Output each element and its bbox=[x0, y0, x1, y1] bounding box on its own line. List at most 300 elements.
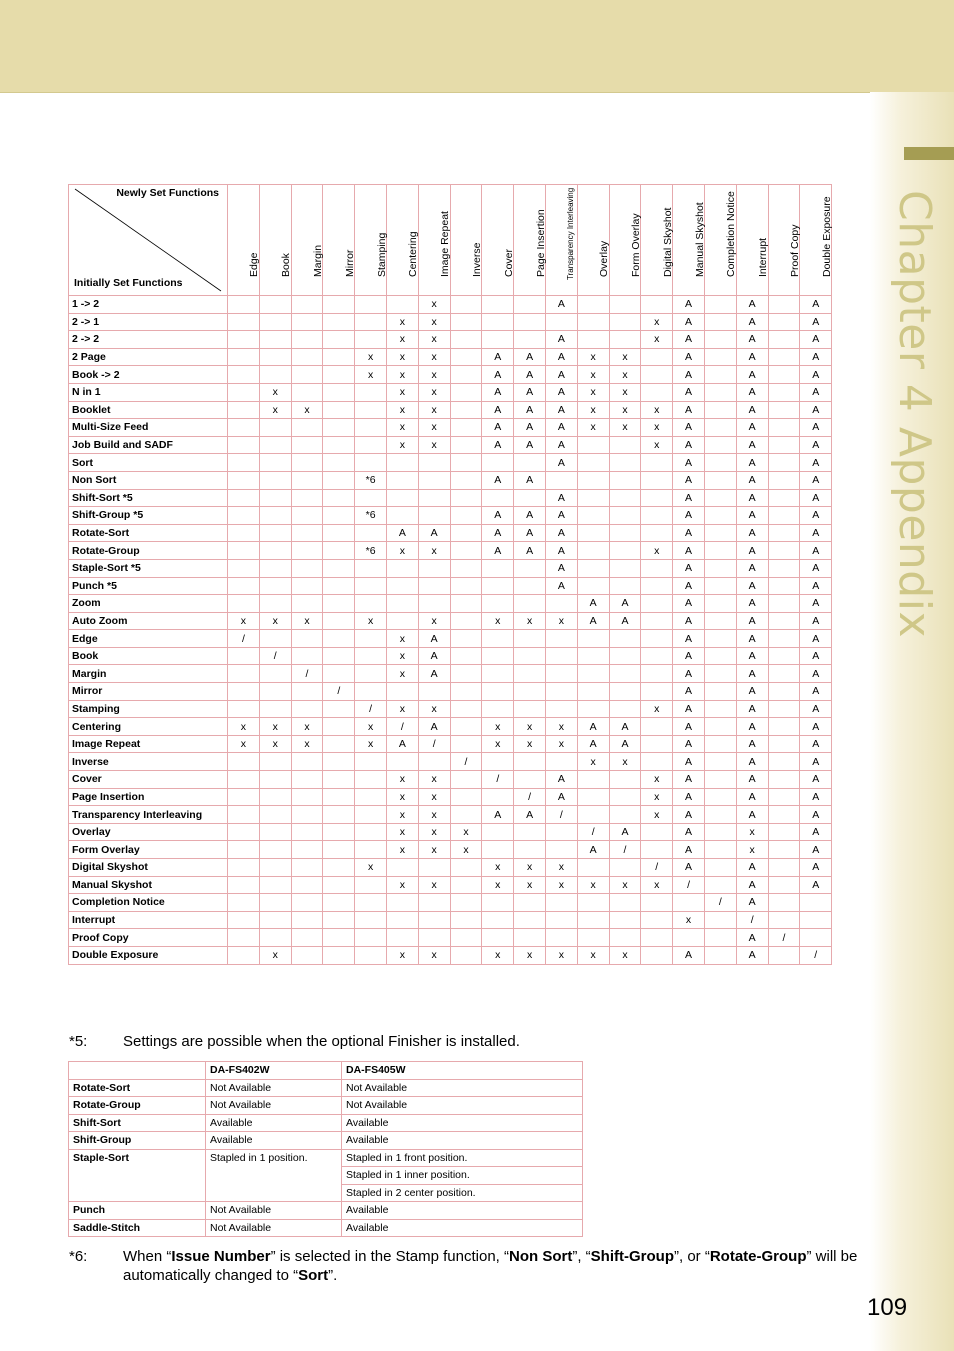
matrix-cell: A bbox=[800, 788, 832, 806]
matrix-cell: x bbox=[609, 876, 641, 894]
matrix-cell bbox=[323, 929, 355, 947]
column-header bbox=[386, 185, 418, 296]
matrix-cell bbox=[641, 612, 673, 630]
matrix-cell: / bbox=[609, 841, 641, 859]
finisher-fs402w-value: Not Available bbox=[206, 1202, 342, 1220]
finisher-fs405w-value: Not Available bbox=[342, 1097, 583, 1115]
matrix-cell bbox=[704, 524, 736, 542]
matrix-cell: A bbox=[736, 471, 768, 489]
matrix-cell: *6 bbox=[355, 542, 387, 560]
row-label: Job Build and SADF bbox=[69, 436, 228, 454]
matrix-cell bbox=[450, 542, 482, 560]
matrix-cell: A bbox=[736, 735, 768, 753]
footnote-6-bold: Shift-Group bbox=[590, 1248, 674, 1265]
column-header bbox=[704, 185, 736, 296]
matrix-cell bbox=[323, 630, 355, 648]
matrix-cell: A bbox=[545, 331, 577, 349]
matrix-cell: A bbox=[673, 700, 705, 718]
matrix-cell bbox=[704, 788, 736, 806]
footnote-6-part: ”, “ bbox=[572, 1248, 591, 1265]
footnote-6-bold: Issue Number bbox=[171, 1248, 271, 1265]
matrix-cell bbox=[291, 911, 323, 929]
matrix-cell bbox=[291, 929, 323, 947]
matrix-cell: A bbox=[736, 894, 768, 912]
matrix-cell bbox=[418, 929, 450, 947]
matrix-cell: A bbox=[800, 718, 832, 736]
row-label: Non Sort bbox=[69, 471, 228, 489]
matrix-cell bbox=[386, 507, 418, 525]
finisher-function-label: Staple-Sort bbox=[69, 1149, 206, 1202]
matrix-cell bbox=[514, 296, 546, 314]
matrix-cell bbox=[704, 348, 736, 366]
matrix-cell bbox=[355, 946, 387, 964]
matrix-cell: A bbox=[673, 859, 705, 877]
finisher-fs402w-value: Not Available bbox=[206, 1097, 342, 1115]
finisher-row bbox=[69, 1114, 583, 1132]
matrix-cell bbox=[323, 612, 355, 630]
matrix-cell bbox=[609, 454, 641, 472]
matrix-cell: x bbox=[228, 735, 260, 753]
matrix-row bbox=[69, 366, 832, 384]
newly-set-functions-label: Newly Set Functions bbox=[116, 187, 219, 199]
matrix-row bbox=[69, 735, 832, 753]
page-number: 109 bbox=[867, 1294, 908, 1321]
column-header-label: Image Repeat bbox=[439, 211, 452, 277]
matrix-cell bbox=[641, 841, 673, 859]
matrix-cell bbox=[768, 524, 800, 542]
matrix-cell bbox=[291, 700, 323, 718]
matrix-cell bbox=[704, 929, 736, 947]
matrix-cell bbox=[514, 630, 546, 648]
matrix-cell bbox=[482, 683, 514, 701]
row-label: Cover bbox=[69, 771, 228, 789]
matrix-cell bbox=[450, 911, 482, 929]
column-header bbox=[291, 185, 323, 296]
row-label: Stamping bbox=[69, 700, 228, 718]
matrix-cell: x bbox=[291, 718, 323, 736]
matrix-cell bbox=[291, 331, 323, 349]
matrix-cell bbox=[355, 419, 387, 437]
matrix-cell bbox=[259, 788, 291, 806]
matrix-cell: A bbox=[609, 718, 641, 736]
matrix-cell: A bbox=[736, 507, 768, 525]
matrix-cell: A bbox=[736, 454, 768, 472]
matrix-cell bbox=[545, 313, 577, 331]
matrix-cell bbox=[450, 788, 482, 806]
matrix-cell bbox=[450, 859, 482, 877]
column-header-label: Stamping bbox=[375, 232, 388, 277]
matrix-cell bbox=[355, 524, 387, 542]
footnote-6-part: ” will be automatically changed to “ bbox=[123, 1248, 858, 1284]
matrix-cell bbox=[291, 876, 323, 894]
matrix-cell bbox=[641, 296, 673, 314]
matrix-cell bbox=[291, 419, 323, 437]
matrix-cell bbox=[482, 788, 514, 806]
matrix-cell: x bbox=[482, 859, 514, 877]
matrix-cell bbox=[768, 595, 800, 613]
matrix-cell bbox=[768, 665, 800, 683]
matrix-cell bbox=[323, 366, 355, 384]
matrix-cell: x bbox=[450, 823, 482, 841]
row-label: Image Repeat bbox=[69, 735, 228, 753]
matrix-cell: x bbox=[259, 401, 291, 419]
matrix-cell bbox=[355, 823, 387, 841]
matrix-cell bbox=[323, 788, 355, 806]
matrix-cell bbox=[323, 559, 355, 577]
matrix-cell: A bbox=[609, 612, 641, 630]
matrix-cell bbox=[577, 489, 609, 507]
matrix-cell: x bbox=[418, 383, 450, 401]
matrix-cell bbox=[450, 454, 482, 472]
column-header bbox=[450, 185, 482, 296]
matrix-cell: A bbox=[800, 823, 832, 841]
matrix-cell: / bbox=[641, 859, 673, 877]
matrix-cell: A bbox=[736, 577, 768, 595]
row-label: Overlay bbox=[69, 823, 228, 841]
initially-set-functions-label: Initially Set Functions bbox=[74, 277, 183, 289]
matrix-cell: x bbox=[259, 718, 291, 736]
matrix-cell bbox=[450, 489, 482, 507]
matrix-cell: A bbox=[514, 542, 546, 560]
matrix-cell: x bbox=[514, 718, 546, 736]
matrix-cell: x bbox=[641, 771, 673, 789]
matrix-cell: x bbox=[418, 313, 450, 331]
matrix-cell bbox=[259, 630, 291, 648]
matrix-cell bbox=[641, 735, 673, 753]
matrix-cell bbox=[514, 665, 546, 683]
matrix-cell bbox=[482, 753, 514, 771]
column-header bbox=[609, 185, 641, 296]
matrix-cell bbox=[228, 471, 260, 489]
matrix-cell: A bbox=[736, 559, 768, 577]
matrix-cell: x bbox=[355, 859, 387, 877]
matrix-cell bbox=[355, 296, 387, 314]
matrix-cell: x bbox=[545, 876, 577, 894]
column-header bbox=[228, 185, 260, 296]
matrix-cell: A bbox=[800, 577, 832, 595]
matrix-cell: x bbox=[291, 735, 323, 753]
matrix-cell: A bbox=[482, 436, 514, 454]
matrix-cell bbox=[704, 454, 736, 472]
matrix-cell bbox=[228, 366, 260, 384]
matrix-cell: A bbox=[673, 383, 705, 401]
row-label: N in 1 bbox=[69, 383, 228, 401]
matrix-cell: A bbox=[736, 876, 768, 894]
matrix-cell: x bbox=[418, 296, 450, 314]
row-label: Booklet bbox=[69, 401, 228, 419]
matrix-cell: x bbox=[355, 348, 387, 366]
matrix-cell bbox=[704, 313, 736, 331]
matrix-cell bbox=[545, 647, 577, 665]
column-header bbox=[736, 185, 768, 296]
finisher-function-label: Rotate-Sort bbox=[69, 1079, 206, 1097]
matrix-cell bbox=[323, 700, 355, 718]
matrix-cell bbox=[482, 454, 514, 472]
matrix-cell bbox=[291, 524, 323, 542]
matrix-cell: A bbox=[673, 647, 705, 665]
column-header-label: Proof Copy bbox=[788, 224, 801, 277]
matrix-cell bbox=[355, 630, 387, 648]
matrix-cell: A bbox=[514, 806, 546, 824]
matrix-cell bbox=[323, 313, 355, 331]
matrix-cell bbox=[418, 454, 450, 472]
matrix-cell bbox=[768, 542, 800, 560]
matrix-cell: x bbox=[355, 612, 387, 630]
matrix-cell bbox=[609, 683, 641, 701]
matrix-row bbox=[69, 559, 832, 577]
matrix-cell bbox=[228, 348, 260, 366]
matrix-cell bbox=[609, 771, 641, 789]
matrix-cell: A bbox=[545, 454, 577, 472]
matrix-cell bbox=[323, 595, 355, 613]
matrix-cell bbox=[291, 753, 323, 771]
matrix-cell bbox=[355, 771, 387, 789]
matrix-cell: x bbox=[577, 419, 609, 437]
matrix-row bbox=[69, 665, 832, 683]
matrix-cell: A bbox=[545, 771, 577, 789]
matrix-cell: A bbox=[577, 718, 609, 736]
matrix-cell bbox=[514, 577, 546, 595]
finisher-fs402w-value: Available bbox=[206, 1114, 342, 1132]
matrix-header-row bbox=[69, 185, 832, 296]
matrix-cell bbox=[641, 665, 673, 683]
matrix-cell bbox=[482, 841, 514, 859]
column-header-label: Margin bbox=[311, 244, 324, 277]
matrix-cell: A bbox=[736, 683, 768, 701]
matrix-cell bbox=[768, 683, 800, 701]
matrix-row bbox=[69, 718, 832, 736]
matrix-cell: A bbox=[673, 401, 705, 419]
matrix-cell bbox=[450, 894, 482, 912]
matrix-cell bbox=[323, 524, 355, 542]
column-header-label: Transparency Interleaving bbox=[566, 187, 576, 280]
matrix-cell bbox=[323, 841, 355, 859]
matrix-cell: A bbox=[800, 665, 832, 683]
matrix-cell bbox=[768, 700, 800, 718]
row-label: Rotate-Group bbox=[69, 542, 228, 560]
matrix-cell bbox=[259, 524, 291, 542]
header-band bbox=[0, 0, 954, 93]
matrix-cell bbox=[704, 559, 736, 577]
matrix-cell bbox=[577, 665, 609, 683]
matrix-cell: A bbox=[673, 313, 705, 331]
matrix-cell bbox=[386, 577, 418, 595]
matrix-cell bbox=[386, 559, 418, 577]
matrix-cell bbox=[228, 383, 260, 401]
matrix-cell bbox=[291, 366, 323, 384]
matrix-cell: A bbox=[736, 313, 768, 331]
matrix-cell bbox=[450, 735, 482, 753]
matrix-cell bbox=[704, 771, 736, 789]
matrix-cell bbox=[228, 683, 260, 701]
matrix-cell: A bbox=[736, 595, 768, 613]
matrix-cell bbox=[577, 911, 609, 929]
column-header bbox=[259, 185, 291, 296]
matrix-cell bbox=[577, 524, 609, 542]
matrix-cell bbox=[577, 471, 609, 489]
matrix-cell bbox=[704, 753, 736, 771]
matrix-cell: / bbox=[800, 946, 832, 964]
matrix-cell bbox=[641, 471, 673, 489]
column-header-label: Cover bbox=[502, 248, 515, 277]
matrix-cell bbox=[386, 296, 418, 314]
matrix-cell bbox=[800, 894, 832, 912]
finisher-fs405w-value: Available bbox=[342, 1219, 583, 1237]
matrix-cell bbox=[259, 366, 291, 384]
matrix-cell: A bbox=[673, 630, 705, 648]
finisher-fs402w-value: Not Available bbox=[206, 1079, 342, 1097]
matrix-cell: x bbox=[386, 383, 418, 401]
matrix-cell bbox=[418, 577, 450, 595]
matrix-cell bbox=[228, 823, 260, 841]
matrix-cell bbox=[355, 806, 387, 824]
matrix-cell bbox=[704, 296, 736, 314]
matrix-cell bbox=[323, 718, 355, 736]
matrix-cell: A bbox=[800, 647, 832, 665]
matrix-cell bbox=[577, 894, 609, 912]
matrix-cell bbox=[259, 894, 291, 912]
matrix-row bbox=[69, 911, 832, 929]
matrix-cell bbox=[450, 612, 482, 630]
finisher-row bbox=[69, 1079, 583, 1097]
matrix-cell bbox=[577, 683, 609, 701]
matrix-cell: A bbox=[736, 718, 768, 736]
row-label: Inverse bbox=[69, 753, 228, 771]
matrix-cell bbox=[259, 859, 291, 877]
column-header-label: Centering bbox=[407, 231, 420, 277]
matrix-cell bbox=[355, 665, 387, 683]
column-header-label: Edge bbox=[248, 252, 261, 277]
matrix-cell bbox=[514, 700, 546, 718]
matrix-cell: x bbox=[641, 419, 673, 437]
matrix-cell: x bbox=[514, 946, 546, 964]
row-label: Sort bbox=[69, 454, 228, 472]
matrix-cell: A bbox=[736, 419, 768, 437]
matrix-cell: A bbox=[514, 348, 546, 366]
matrix-cell bbox=[418, 489, 450, 507]
matrix-cell: x bbox=[418, 823, 450, 841]
finisher-fs402w-value: Available bbox=[206, 1132, 342, 1150]
matrix-cell: A bbox=[800, 595, 832, 613]
matrix-cell bbox=[768, 507, 800, 525]
matrix-cell: / bbox=[482, 771, 514, 789]
matrix-cell bbox=[323, 454, 355, 472]
matrix-cell bbox=[768, 348, 800, 366]
matrix-cell: A bbox=[800, 542, 832, 560]
matrix-cell bbox=[545, 841, 577, 859]
matrix-cell: x bbox=[418, 841, 450, 859]
matrix-cell bbox=[577, 929, 609, 947]
matrix-cell: x bbox=[418, 771, 450, 789]
matrix-cell: A bbox=[736, 859, 768, 877]
matrix-cell bbox=[514, 894, 546, 912]
matrix-cell bbox=[545, 823, 577, 841]
matrix-cell bbox=[259, 507, 291, 525]
matrix-row bbox=[69, 542, 832, 560]
finisher-function-label: Shift-Group bbox=[69, 1132, 206, 1150]
matrix-cell: A bbox=[673, 771, 705, 789]
matrix-cell bbox=[450, 806, 482, 824]
matrix-cell bbox=[323, 507, 355, 525]
matrix-cell bbox=[291, 788, 323, 806]
matrix-cell: A bbox=[673, 665, 705, 683]
matrix-cell bbox=[768, 419, 800, 437]
matrix-cell: x bbox=[545, 859, 577, 877]
column-header-label: Interrupt bbox=[757, 237, 770, 277]
matrix-cell bbox=[768, 401, 800, 419]
matrix-cell bbox=[386, 489, 418, 507]
matrix-cell: A bbox=[418, 524, 450, 542]
matrix-cell bbox=[609, 630, 641, 648]
matrix-cell: A bbox=[482, 524, 514, 542]
matrix-row bbox=[69, 753, 832, 771]
matrix-cell bbox=[418, 911, 450, 929]
matrix-cell: *6 bbox=[355, 507, 387, 525]
matrix-cell bbox=[704, 630, 736, 648]
matrix-cell bbox=[386, 911, 418, 929]
finisher-header-model-1: DA-FS402W bbox=[206, 1062, 342, 1080]
matrix-row bbox=[69, 806, 832, 824]
matrix-row bbox=[69, 771, 832, 789]
matrix-cell bbox=[768, 806, 800, 824]
matrix-cell bbox=[259, 489, 291, 507]
matrix-row bbox=[69, 630, 832, 648]
matrix-cell: x bbox=[641, 401, 673, 419]
matrix-cell bbox=[259, 559, 291, 577]
matrix-cell: A bbox=[736, 524, 768, 542]
matrix-cell bbox=[259, 841, 291, 859]
matrix-cell bbox=[355, 788, 387, 806]
matrix-cell bbox=[259, 700, 291, 718]
matrix-cell: x bbox=[641, 806, 673, 824]
matrix-cell: x bbox=[609, 348, 641, 366]
matrix-cell bbox=[609, 859, 641, 877]
matrix-cell: x bbox=[482, 718, 514, 736]
matrix-cell: A bbox=[800, 401, 832, 419]
matrix-cell: / bbox=[355, 700, 387, 718]
finisher-function-label: Shift-Sort bbox=[69, 1114, 206, 1132]
matrix-cell bbox=[704, 542, 736, 560]
matrix-cell bbox=[450, 524, 482, 542]
matrix-cell bbox=[482, 665, 514, 683]
matrix-cell bbox=[228, 489, 260, 507]
row-label: Mirror bbox=[69, 683, 228, 701]
matrix-cell bbox=[704, 595, 736, 613]
matrix-cell bbox=[768, 383, 800, 401]
matrix-cell: A bbox=[609, 823, 641, 841]
matrix-cell bbox=[514, 683, 546, 701]
finisher-fs405w-value: Not Available bbox=[342, 1079, 583, 1097]
footnote-6-part: ”. bbox=[328, 1267, 338, 1284]
matrix-cell bbox=[355, 647, 387, 665]
matrix-cell bbox=[704, 401, 736, 419]
matrix-cell: A bbox=[673, 524, 705, 542]
matrix-cell bbox=[259, 419, 291, 437]
matrix-cell bbox=[704, 507, 736, 525]
matrix-cell bbox=[259, 577, 291, 595]
matrix-cell: A bbox=[482, 348, 514, 366]
matrix-cell bbox=[355, 841, 387, 859]
matrix-cell bbox=[450, 771, 482, 789]
row-label: Book -> 2 bbox=[69, 366, 228, 384]
matrix-cell bbox=[450, 383, 482, 401]
row-label: Double Exposure bbox=[69, 946, 228, 964]
matrix-cell bbox=[228, 401, 260, 419]
matrix-cell bbox=[418, 894, 450, 912]
matrix-cell bbox=[641, 911, 673, 929]
matrix-cell: x bbox=[386, 630, 418, 648]
matrix-cell bbox=[323, 946, 355, 964]
